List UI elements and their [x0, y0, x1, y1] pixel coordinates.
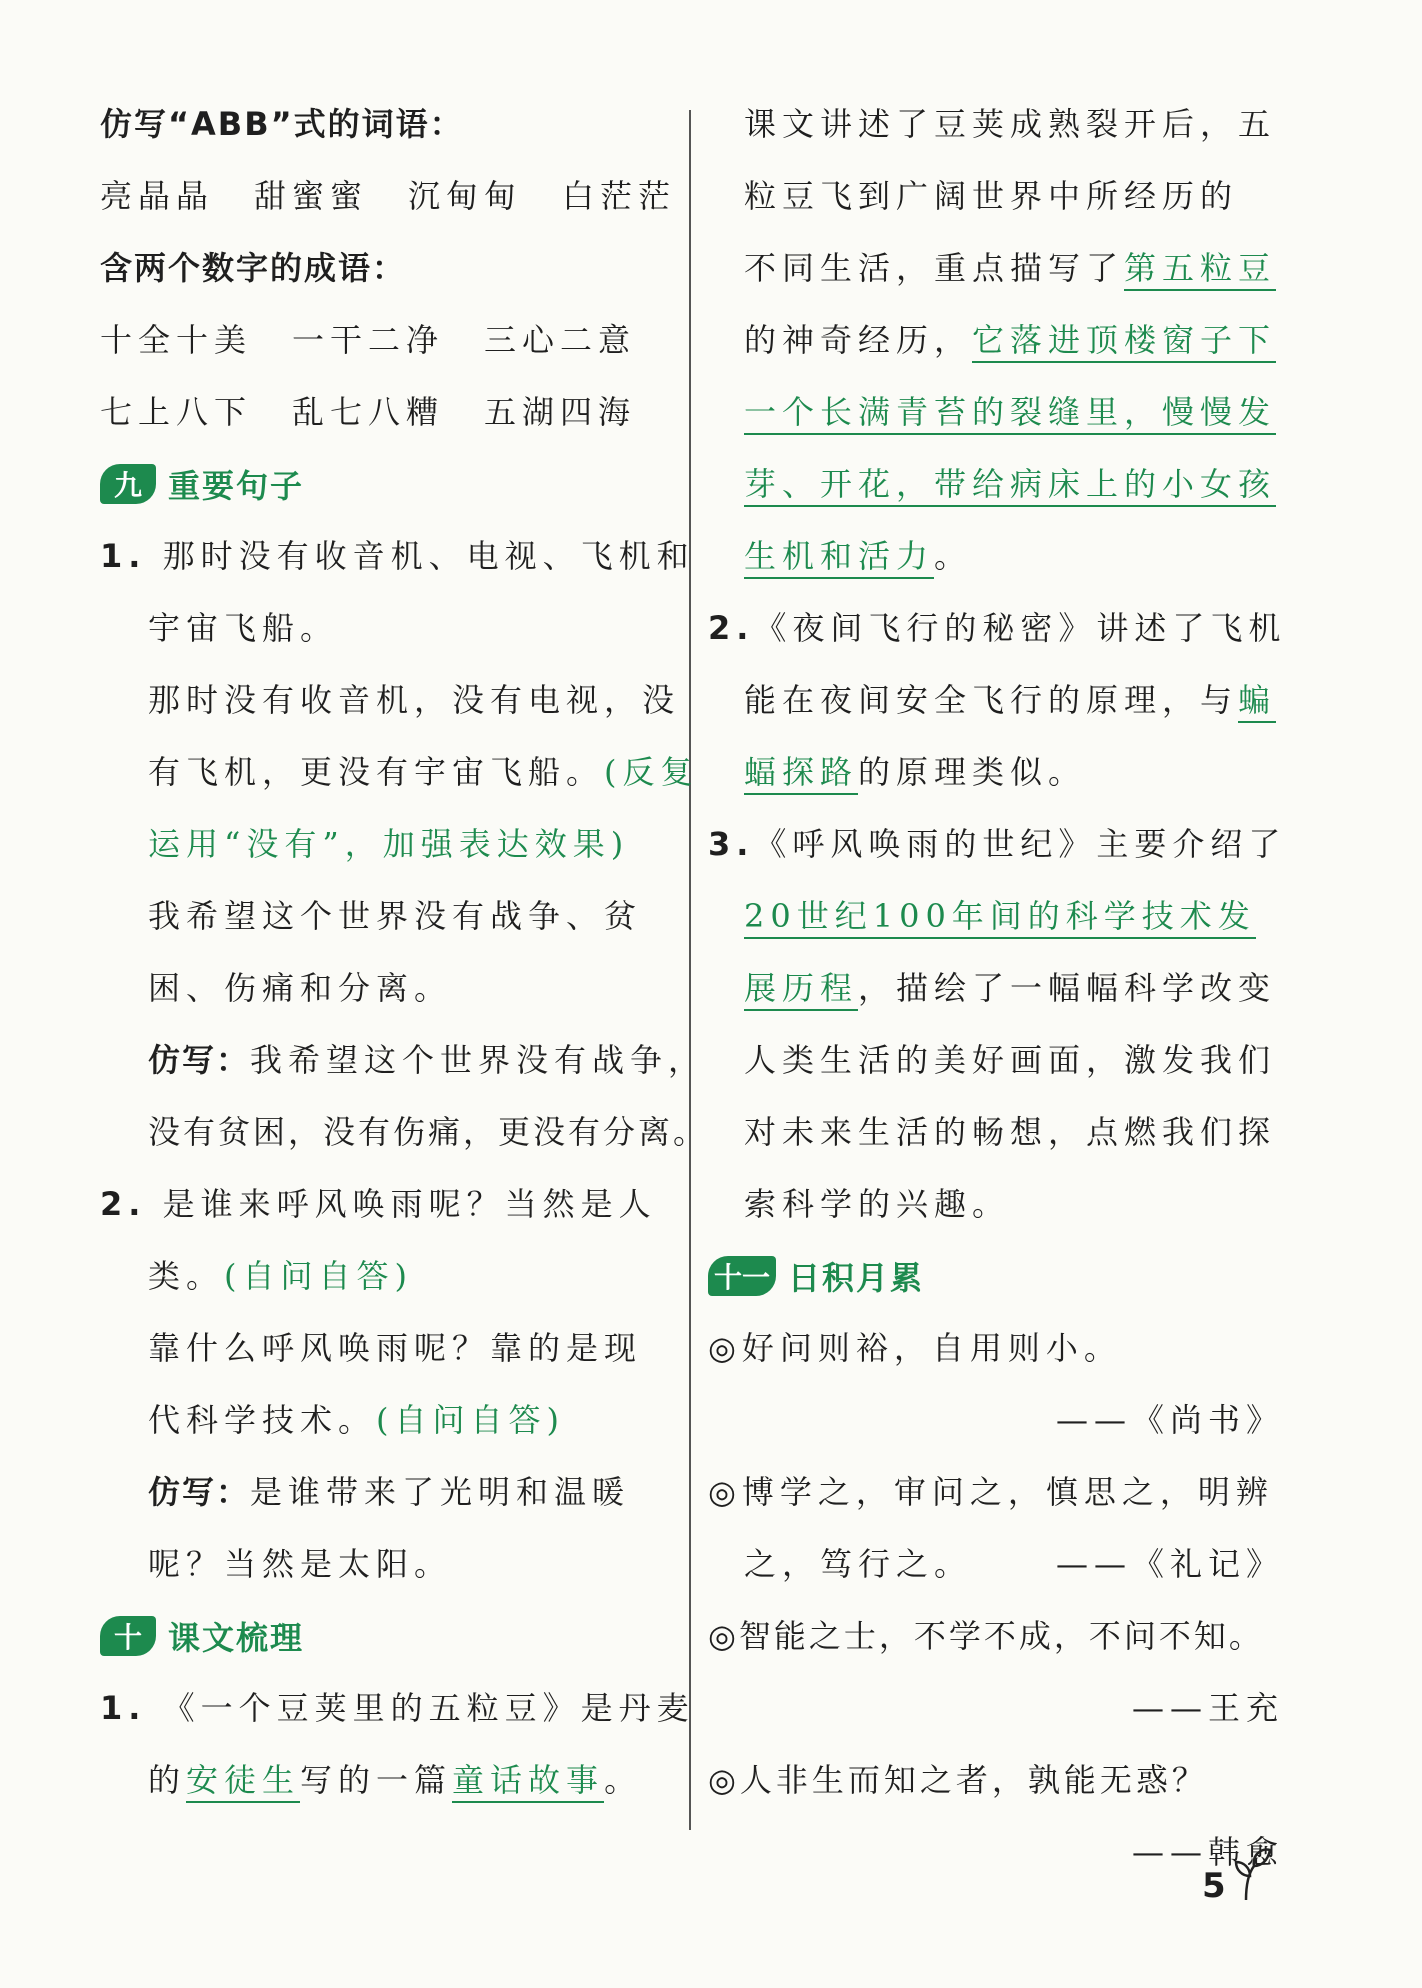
word: 白茫茫: [562, 177, 677, 215]
idiom: 三心二意: [484, 321, 637, 359]
text-line: [744, 448, 1284, 520]
section-heading-9: [100, 448, 670, 520]
text-line: [744, 232, 1284, 304]
text-line: 靠什么呼风唤雨呢？靠的是现: [148, 1329, 643, 1367]
quote-source: ——《尚书》: [1055, 1401, 1284, 1439]
text-line: 宇宙飞船。: [148, 609, 339, 647]
abb-words: [100, 160, 677, 232]
answer-underlined: 一个长满青苔的裂缝里，慢慢发: [744, 393, 1276, 435]
quote: ◎人非生而知之者，孰能无惑？: [708, 1761, 1208, 1799]
quote-source: ——韩愈: [1131, 1833, 1284, 1871]
left-column: [100, 88, 709, 1816]
section-title: 课文梳理: [168, 1619, 305, 1657]
text: 不同生活，重点描写了: [744, 249, 1125, 287]
answer-underlined: 展历程: [744, 969, 858, 1011]
sentence-item: [100, 1168, 670, 1240]
answer-underlined: 蝠探路: [744, 753, 858, 795]
answer-underlined: 蝙: [1238, 681, 1276, 723]
text-line: 粒豆飞到广阔世界中所经历的: [744, 177, 1239, 215]
text-line: 对未来生活的畅想，点燃我们探: [744, 1113, 1277, 1151]
text-line: [100, 1384, 670, 1456]
idiom-title: 含两个数字的成语：: [100, 249, 407, 287]
sentence-item: [708, 592, 1287, 664]
annotation: (反复: [604, 753, 699, 791]
word: 亮晶晶: [100, 177, 215, 215]
sentence-item: [100, 520, 695, 592]
text: 《呼风唤雨的世纪》主要介绍了: [754, 825, 1287, 863]
annotation-line: 运用“没有”，加强表达效果): [148, 825, 630, 863]
text-line: [744, 520, 1284, 592]
word: 甜蜜蜜: [254, 177, 369, 215]
abb-title: 仿写“ABB”式的词语：: [100, 105, 464, 143]
text-line: [100, 1456, 670, 1528]
quote: ◎好问则裕，自用则小。: [708, 1329, 1122, 1367]
text: 代科学技术。: [148, 1401, 377, 1439]
right-column: [708, 88, 1287, 1888]
text-line: 困、伤痛和分离。: [148, 969, 453, 1007]
page-number: 5: [1202, 1866, 1226, 1906]
text: 类。: [148, 1257, 225, 1295]
text-line: 我希望这个世界没有战争、贫: [148, 897, 643, 935]
section-badge: 九: [100, 464, 156, 504]
idiom-row: [100, 376, 670, 448]
text: 的原理类似。: [858, 753, 1087, 791]
text: 的: [148, 1761, 187, 1799]
item-number: 1.: [100, 1689, 147, 1727]
text: 。: [934, 537, 973, 575]
section-heading-11: [708, 1240, 1284, 1312]
idiom: 一干二净: [292, 321, 445, 359]
text: ，描绘了一幅幅科学改变: [858, 969, 1277, 1007]
item-number: 3.: [708, 825, 755, 863]
annotation: (自问自答): [224, 1257, 413, 1295]
text-line: [744, 880, 1284, 952]
text: 的神奇经历，: [744, 321, 973, 359]
text-line: [100, 736, 699, 808]
idiom: 乱七八糟: [292, 393, 445, 431]
text: 那时没有收音机、电视、飞机和: [162, 537, 695, 575]
text-line: 呢？当然是太阳。: [148, 1545, 453, 1583]
text: 是谁来呼风唤雨呢？当然是人: [162, 1185, 657, 1223]
section-badge: 十: [100, 1616, 156, 1656]
text: 我希望这个世界没有战争，: [250, 1041, 707, 1079]
idiom: 五湖四海: [484, 393, 637, 431]
text-line: [744, 664, 1284, 736]
quote-source: ——王充: [1131, 1689, 1284, 1727]
text: 写的一篇: [300, 1761, 453, 1799]
item-number: 2.: [100, 1185, 147, 1223]
idiom: 十全十美: [100, 321, 253, 359]
imitation-label: 仿写：: [148, 1041, 251, 1079]
annotation: (自问自答): [376, 1401, 565, 1439]
text-line: [100, 1744, 670, 1816]
answer-underlined: 安徒生: [186, 1761, 300, 1803]
text-line: 课文讲述了豆荚成熟裂开后，五: [744, 105, 1277, 143]
word: 沉甸甸: [408, 177, 523, 215]
section-title: 重要句子: [168, 467, 305, 505]
text-line: [100, 1240, 670, 1312]
text: 是谁带来了光明和温暖: [250, 1473, 631, 1511]
answer-underlined: 生机和活力: [744, 537, 934, 579]
quote-source: ——《礼记》: [1055, 1545, 1284, 1583]
sprout-icon: [1232, 1846, 1272, 1902]
answer-underlined: 它落进顶楼窗子下: [972, 321, 1276, 363]
text: 能在夜间安全飞行的原理，与: [744, 681, 1239, 719]
idiom: 七上八下: [100, 393, 253, 431]
sentence-item: [100, 1672, 695, 1744]
section-title: 日积月累: [788, 1259, 925, 1297]
text-line: [744, 376, 1284, 448]
quote-line: [744, 1528, 1284, 1600]
idiom-row: [100, 304, 670, 376]
text-line: [100, 1024, 707, 1096]
item-number: 1.: [100, 537, 147, 575]
text-line: 那时没有收音机，没有电视，没: [148, 681, 681, 719]
text-line: 索科学的兴趣。: [744, 1185, 1011, 1223]
imitation-label: 仿写：: [148, 1473, 251, 1511]
answer-underlined: 童话故事: [452, 1761, 604, 1803]
quote-text: 之，笃行之。: [744, 1545, 973, 1583]
quote: ◎博学之，审问之，慎思之，明辨: [708, 1473, 1274, 1511]
text: 《一个豆荚里的五粒豆》是丹麦: [162, 1689, 695, 1727]
sentence-item: [708, 808, 1287, 880]
answer-underlined: 芽、开花，带给病床上的小女孩: [744, 465, 1276, 507]
text-line: 没有贫困，没有伤痛，更没有分离。: [148, 1113, 709, 1151]
text-line: [744, 304, 1284, 376]
answer-underlined: 第五粒豆: [1124, 249, 1276, 291]
text: 。: [604, 1761, 643, 1799]
column-divider: [689, 110, 691, 1830]
text-line: 人类生活的美好画面，激发我们: [744, 1041, 1277, 1079]
quote: ◎智能之士，不学不成，不问不知。: [708, 1617, 1264, 1655]
section-heading-10: [100, 1600, 670, 1672]
text-line: [744, 736, 1284, 808]
text: 有飞机，更没有宇宙飞船。: [148, 753, 605, 791]
answer-underlined: 20世纪100年间的科学技术发: [744, 897, 1256, 939]
item-number: 2.: [708, 609, 755, 647]
text: 《夜间飞行的秘密》讲述了飞机: [754, 609, 1287, 647]
text-line: [744, 952, 1284, 1024]
section-badge: 十一: [708, 1256, 776, 1296]
